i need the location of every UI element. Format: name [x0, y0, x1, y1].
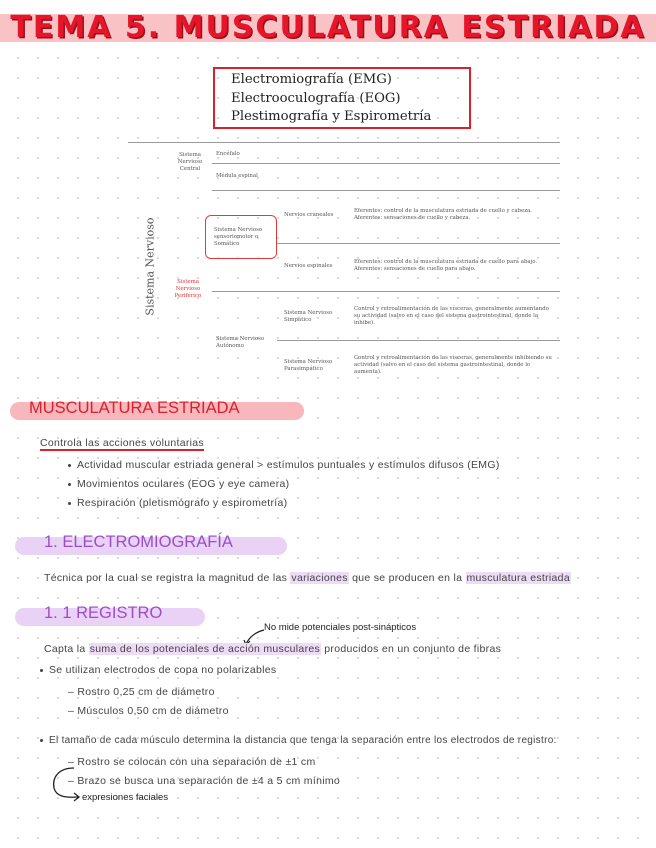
espinales-desc: Eferentes: control de la musculatura estriada de cuello para abajo. Aferentes: sensaciones de cuello para abajo. — [354, 259, 538, 272]
sub-item: – Rostro 0,25 cm de diámetro — [68, 686, 215, 698]
espinales-label: Nervios espinales — [284, 263, 333, 269]
technique-item: Electrooculografía (EOG) — [231, 90, 401, 106]
capta-text: Capta la suma de los potenciales de acción musculares producidos en un conjunto de fibras — [44, 643, 502, 655]
simpatico-desc: Control y retroalimentación de las vísceras, generalmente aumentando su actividad (salvo en el caso del sistema gastrointestinal, donde la inhibe). — [354, 306, 549, 326]
section-heading-musculatura: MUSCULATURA ESTRIADA — [29, 399, 240, 417]
medula-label: Médula espinal — [216, 173, 258, 179]
somatico-label: Sistema Nervioso sensoriomotor o Somático — [214, 227, 263, 247]
list-item: Actividad muscular estriada general > estímulos puntuales y estímulos difusos (EMG) — [68, 459, 500, 471]
curved-arrow-icon — [48, 764, 86, 804]
side-note: expresiones faciales — [82, 792, 169, 803]
list-item: Se utilizan electrodos de copa no polarizables — [40, 664, 276, 676]
encefalo-label: Encéfalo — [216, 151, 240, 157]
technique-item: Plestimografía y Espirometría — [231, 109, 432, 124]
craneales-label: Nervios craneales — [284, 212, 334, 218]
nervous-system-diagram — [0, 0, 656, 400]
parasimpatico-desc: Control y retroalimentación de las vísceras, generalmente inhibiendo su actividad (salvo en el caso del sistema gastrointestinal, donde lo aumenta). — [354, 355, 552, 375]
parasimpatico-label: Sistema Nervioso Parasimpático — [284, 359, 333, 372]
page-title: TEMA 5. MUSCULATURA ESTRIADA — [10, 10, 646, 45]
diagram-axis-label: Sistema Nervioso — [143, 217, 157, 316]
sub-item: – Brazo se busca una separación de ±4 a 5 cm mínimo — [68, 775, 341, 787]
definition-text: Técnica por la cual se registra la magnitud de las variaciones que se producen en la musculatura estriada — [44, 572, 570, 584]
list-item: Respiración (pletismógrafo y espirometría) — [68, 497, 287, 509]
annotation-note: No mide potenciales post-sinápticos — [264, 622, 417, 633]
autonomo-label: Sistema Nervioso Autónomo — [216, 336, 265, 349]
snc-label: Sistema Nervioso Central — [177, 152, 203, 172]
section-heading-registro: 1. 1 REGISTRO — [44, 604, 163, 622]
snp-label: Sistema Nervioso Periférico — [174, 279, 202, 299]
sub-item: – Músculos 0,50 cm de diámetro — [68, 705, 229, 717]
sub-item: – Rostro se colocan con una separación de ±1 cm — [68, 756, 316, 768]
section-heading-electromiografia: 1. ELECTROMIOGRAFÍA — [44, 533, 233, 551]
list-item: El tamaño de cada músculo determina la distancia que tenga la separación entre los electrodos de registro: — [40, 735, 557, 746]
intro-text: Controla las acciones voluntarias — [40, 437, 204, 449]
list-item: Movimientos oculares (EOG y eye camera) — [68, 478, 289, 490]
craneales-desc: Eferentes: control de la musculatura estriada de cuello y cabeza. Aferentes: sensaciones de cuello y cabeza. — [354, 208, 532, 221]
technique-item: Electromiografía (EMG) — [231, 72, 392, 87]
simpatico-label: Sistema Nervioso Simpático — [284, 310, 333, 323]
